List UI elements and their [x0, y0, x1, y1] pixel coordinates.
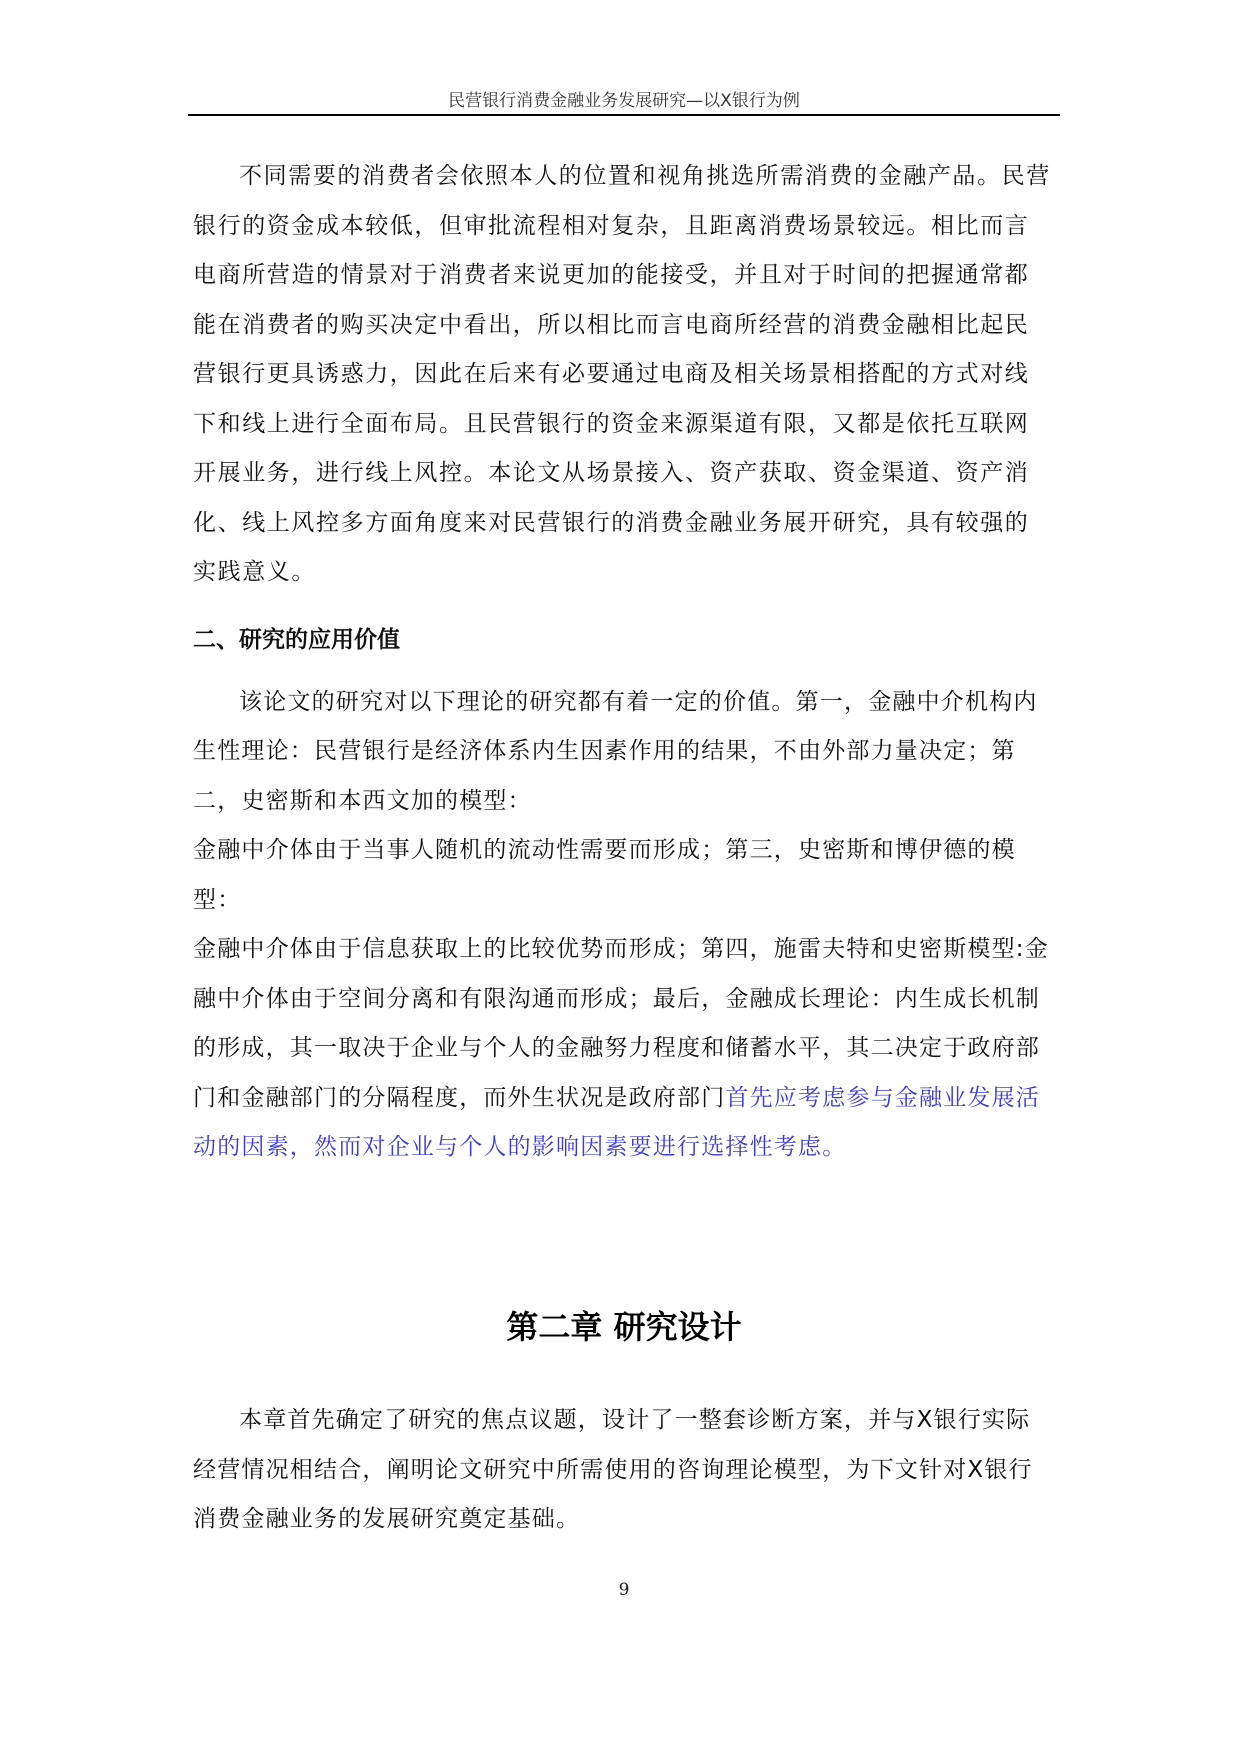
paragraph-significance: 不同需要的消费者会依照本人的位置和视角挑选所需消费的金融产品。民营银行的资金成本较低，但审批流程相对复杂，且距离消费场景较远。相比而言电商所营造的情景对于消费者来说更加的能接受，并且对于时间的把握通常都能在消费者的购买决定中看出，所以相比而言电商所经营的消费金融相比起民营银行更具诱惑力，因此在后来有必要通过电商及相关场景相搭配的方式对线下和线上进行全面布局。且民营银行的资金来源渠道有限，又都是依托互联网开展业务，进行线上风控。本论文从场景接入、资产获取、资金渠道、资产消化、线上风控多方面角度来对民营银行的消费金融业务展开研究，具有较强的实践意义。: [193, 163, 1051, 585]
chapter-title: 第二章 研究设计: [506, 1308, 742, 1346]
page-content: [193, 152, 1053, 1173]
highlighted-text: 首先应考虑参与金融业发展活动的因素，然而对企业与个人的影响因素要进行选择性考虑。: [193, 1084, 1041, 1160]
section-heading: 二、研究的应用价值: [193, 626, 400, 653]
paragraph-line-c-text: 金融中介体由于信息获取上的比较优势而形成；第四，施雷夫特和史密斯模型:金融中介体由于空间分离和有限沟通而形成；最后，金融成长理论：内生成长机制的形成，其一取决于企业与个人的金融努力程度和储蓄水平，其二决定于政府部门和金融部门的分隔程度，而外生状况是政府部门: [193, 936, 1049, 1111]
chapter-intro-paragraph: 本章首先确定了研究的焦点议题，设计了一整套诊断方案，并与X银行实际经营情况相结合，阐明论文研究中所需使用的咨询理论模型，为下文针对X银行消费金融业务的发展研究奠定基础。: [193, 1407, 1033, 1532]
page-number: 9: [618, 1580, 630, 1600]
header-rule: [188, 114, 1060, 116]
paragraph-line-c: [193, 925, 1053, 1173]
chapter-body: [193, 1396, 1053, 1545]
running-header: 民营银行消费金融业务发展研究—以X银行为例: [448, 91, 800, 111]
paragraph-line-a: 该论文的研究对以下理论的研究都有着一定的价值。第一，金融中介机构内生性理论：民营银行是经济体系内生因素作用的结果，不由外部力量决定；第二，史密斯和本西文加的模型：: [193, 688, 1038, 814]
paragraph-application-value: [193, 678, 1053, 1173]
paragraph-line-b: 金融中介体由于当事人随机的流动性需要而形成；第三，史密斯和博伊德的模型：: [193, 837, 1016, 913]
